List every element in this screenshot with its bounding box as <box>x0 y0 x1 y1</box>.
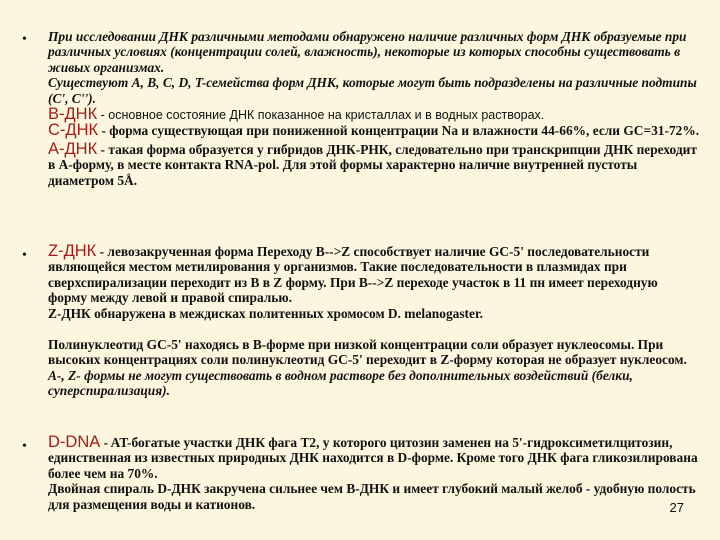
bullet-marker: • <box>22 439 27 454</box>
z-dna-location: Z-ДНК обнаружена в междисках политенных хромосом D. melanogaster. <box>48 305 484 321</box>
z-dna-term: Z-ДНК <box>48 242 97 260</box>
bullet-marker: • <box>22 32 27 47</box>
d-dna-desc: - AT-богатые участки ДНК фага T2, у которого цитозин заменен на 5'-гидроксиметилцитозин, единственная из известных природных ДНК находится в D-форме. Кроме того ДНК фага гликозилирована более чем на 70%. <box>48 435 698 481</box>
d-dna-block <box>48 435 700 512</box>
intro-paragraph: При исследовании ДНК различными методами обнаружено наличие различных форм ДНК образуемые при различных условиях (концентрации солей, влажность), некоторые из которых способны существовать в живых организмах. <box>48 29 687 75</box>
families-paragraph: Существуют A, B, C, D, T-семейства форм ДНК, которые могут быть подразделены на различные подтипы (C', C''). <box>48 75 697 106</box>
z-dna-paragraph <box>48 244 700 306</box>
a-dna-term: A-ДНК <box>48 139 98 158</box>
b-dna-paragraph <box>48 107 700 123</box>
z-dna-desc: - левозакрученная форма Переходу B-->Z способствует наличие GC-5' последовательности являющейся местом метилирования у организмов. Такие последовательности в плазмидах при сверхспирализации переходит из B в Z форму. При B-->Z переходе участок в 11 пн имеет переходную форму между левой и правой спиралью. <box>48 244 658 306</box>
d-dna-helix: Двойная спираль D-ДНК закручена сильнее чем B-ДНК и имеет глубокий малый желоб - удобную полость для размещения воды и катионов. <box>48 481 696 512</box>
a-dna-paragraph <box>48 139 700 188</box>
c-dna-desc: - форма существующая при пониженной концентрации Na и влажности 44-66%, если GC=31-72%. <box>98 123 700 139</box>
d-dna-paragraph <box>48 435 700 481</box>
d-dna-term: D-DNA <box>48 433 101 451</box>
page-number: 27 <box>669 500 684 515</box>
z-dna-note: A-, Z- формы не могут существовать в водном растворе без дополнительных воздействий (белки, суперспирализация). <box>48 367 633 399</box>
c-dna-term: C-ДНК <box>48 121 99 140</box>
z-dna-nucleosome: Полинуклеотид GC-5' находясь в B-форме при низкой концентрации соли образует нуклеосомы. При высоких концентрациях соли полинуклеотид GC-5' переходит в Z-форму которая не образует нуклеосом. <box>48 337 687 368</box>
z-dna-block <box>48 244 700 399</box>
a-dna-desc: - такая форма образуется у гибридов ДНК-РНК, следовательно при транскрипции ДНК переходит в A-форму, в месте контакта RNA-pol. Для этой формы характерно наличие внутренней пустоты диаметром 5Å. <box>48 141 697 188</box>
c-dna-paragraph <box>48 123 700 138</box>
bullet-marker: • <box>22 248 27 263</box>
b-dna-desc: - основное состояние ДНК показанное на кристаллах и в водных растворах. <box>97 108 545 123</box>
b-dna-term: B-ДНК <box>48 105 98 124</box>
intro-block <box>48 29 700 188</box>
